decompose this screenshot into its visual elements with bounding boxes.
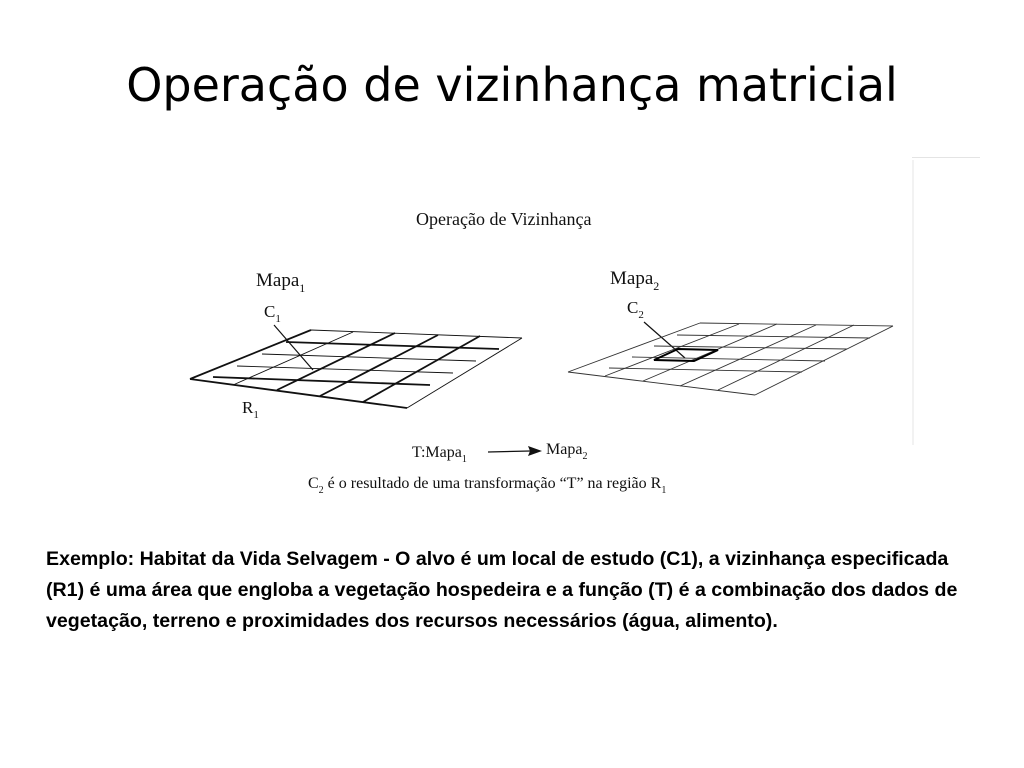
map2-grid [568,323,893,395]
example-paragraph: Exemplo: Habitat da Vida Selvagem - O alvo é um local de estudo (C1), a vizinhança especificada (R1) é uma área que engloba a vegetação hospedeira e a função (T) é a combinação dos dados de vegetação, terreno e proximidades dos recursos necessários (água, alimento). [46,548,958,632]
svg-text:T:Mapa1: T:Mapa$_1$ [412,444,467,465]
slide-title: Operação de vizinhança matricial [126,58,898,112]
svg-text:Mapa2: Mapa$_2$ [546,441,588,462]
scan-edge-line [912,157,980,158]
neighborhood-operation-figure [180,180,920,510]
transform-expression [412,441,587,465]
map1-grid [190,330,522,408]
svg-text:Mapa1: Mapa$_1$ [256,270,306,295]
cell1-label [264,302,281,325]
svg-text:Mapa2: Mapa$_2$ [610,268,660,293]
transform-arrow [488,451,530,452]
map2-label [610,268,659,293]
svg-text:R1: $R_1$ [242,398,259,421]
figure-svg [180,180,920,510]
map1-label [256,270,305,295]
svg-text:C2: $C_2$ [627,298,644,321]
figure-title: Operação de Vizinhança [416,209,592,229]
cell2-label [627,298,644,321]
arrow-head-icon [528,446,542,456]
region1-label [242,398,259,421]
svg-text:C1: $C_1$ [264,302,281,325]
svg-text:C2é o resultado de uma transfo: $C_2$ é o resultado de uma transformação “T” na região $R_1$ [308,475,667,496]
figure-caption [308,475,666,496]
